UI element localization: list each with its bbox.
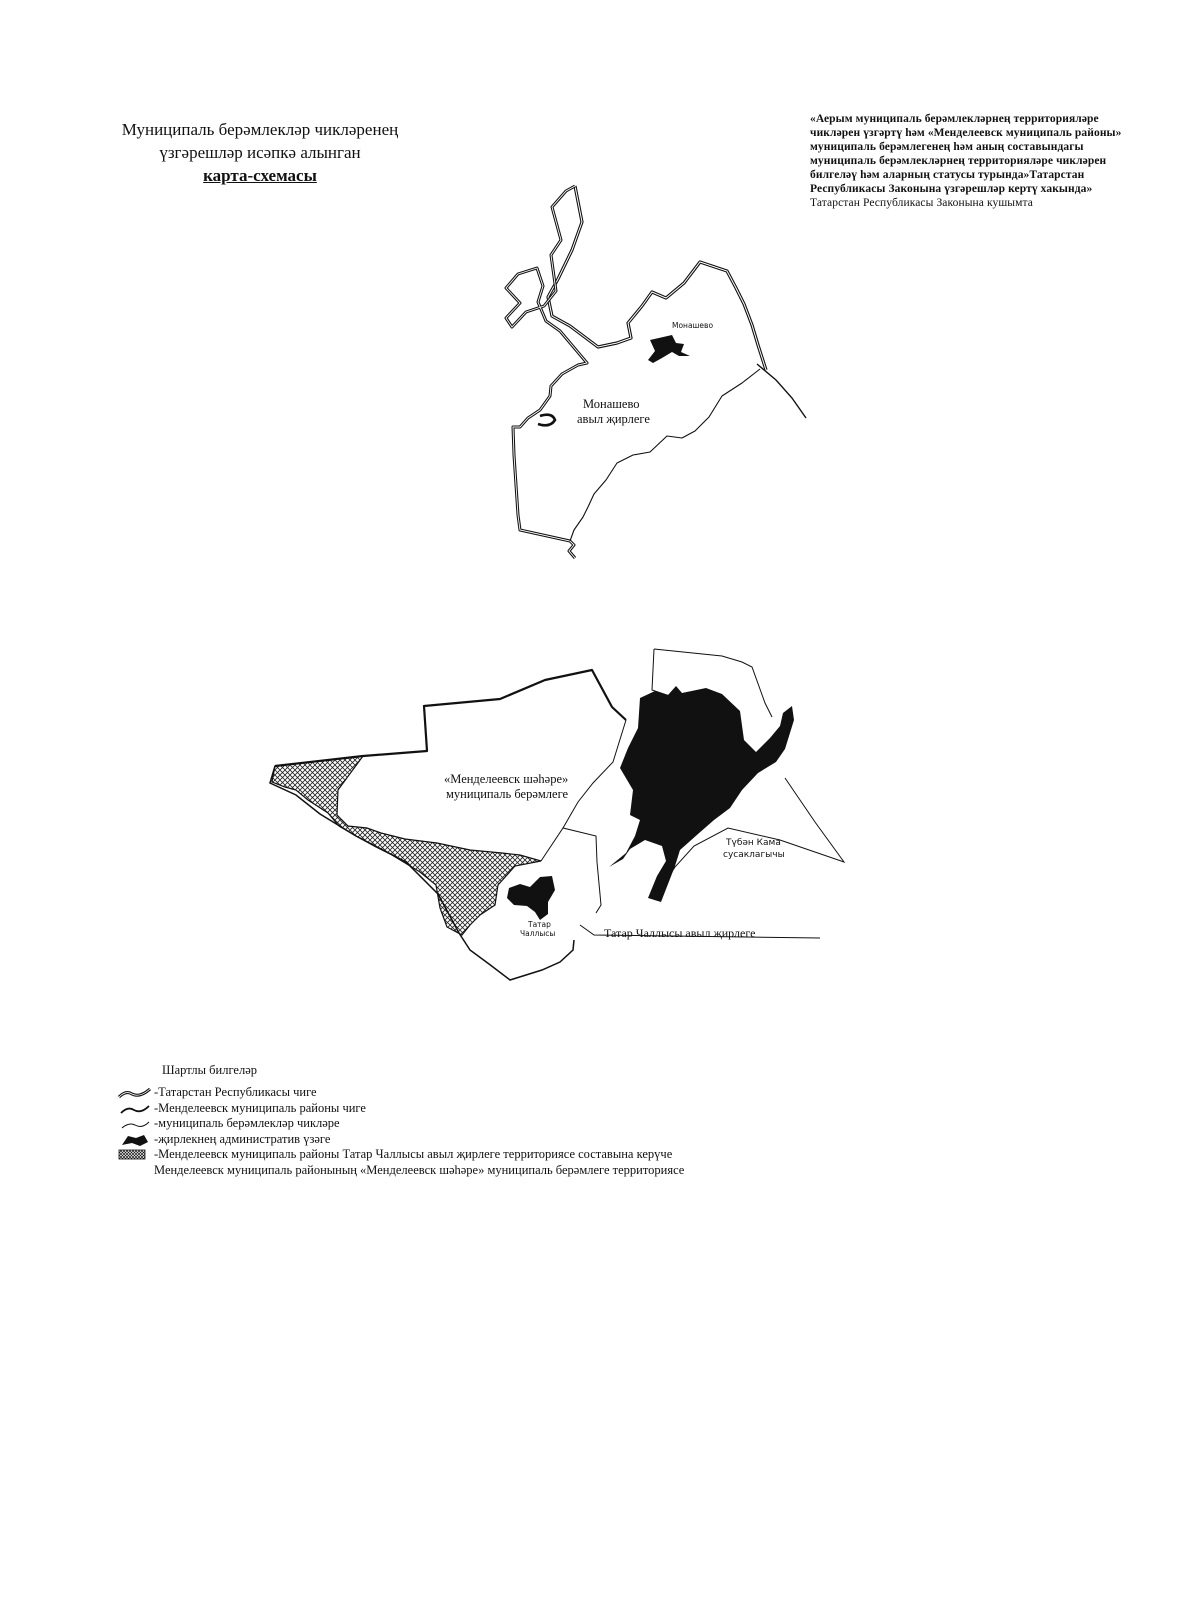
mendeleevsk-interior-border-2 xyxy=(563,720,626,828)
law-annex-note-bold: «Аерым муниципаль берәмлекләрнең территорияләре чикләрен үзгәртү һәм «Менделеевск муниципаль районы» муниципаль берәмлегенең һәм аның составындагы муниципаль берәмлекләрнең территорияләре чикләрен билгеләү һәм аларның статусы турында»Татарстан Республикасы Законына үзгәрешләр кертү хакында» xyxy=(810,113,1122,195)
legend-continuation: Менделеевск муниципаль районының «Менделеевск шәһәре» муниципаль берәмлеге территориясе xyxy=(154,1163,685,1177)
monashevo-village-center-icon xyxy=(648,335,690,363)
monashevo-municipal-border xyxy=(570,369,760,541)
mendeleevsk-label-1: «Менделеевск шәһәре» xyxy=(444,772,569,786)
monashevo-district-border xyxy=(757,364,806,418)
municipal-border-icon xyxy=(118,1117,152,1131)
mendeleevsk-label-2: муниципаль берәмлеге xyxy=(446,787,569,801)
law-annex-note-plain: Татарстан Республикасы Законына кушымта xyxy=(810,197,1033,209)
tatar-chally-village-label-1: Татар xyxy=(528,920,551,929)
mendeleevsk-district-border xyxy=(275,670,626,766)
monashevo-settlement-map xyxy=(506,186,806,558)
monashevo-village-label: Монашево xyxy=(672,321,714,330)
settlement-center-icon xyxy=(118,1133,152,1147)
republic-border-icon xyxy=(118,1086,152,1100)
tatar-chally-village-label-2: Чаллысы xyxy=(520,929,556,938)
mendeleevsk-map xyxy=(270,649,844,980)
title-line-1: Муниципаль берәмлекләр чикләренең xyxy=(121,120,399,139)
legend-title: Шартлы билгеләр xyxy=(162,1063,257,1077)
legend-label-hatched: -Менделеевск муниципаль районы Татар Чаллысы авыл җирлеге территориясе составына керүче xyxy=(154,1147,673,1161)
monashevo-settlement-label-1: Монашево xyxy=(583,397,640,411)
title-line-3: карта-схемасы xyxy=(203,166,317,185)
tatar-chally-settlement-label: Татар Чаллысы авыл җирлеге xyxy=(604,926,756,940)
tuben-kama-label-2: сусаклагычы xyxy=(723,850,785,860)
legend-label-center: -җирлекнең административ үзәге xyxy=(154,1131,331,1146)
hatched-area-icon xyxy=(118,1148,152,1162)
district-border-icon xyxy=(118,1102,152,1116)
tuben-kama-label-1: Түбән Кама xyxy=(726,838,781,848)
monashevo-river-loop xyxy=(538,415,555,426)
monashevo-settlement-label-2: авыл җирлеге xyxy=(577,412,650,426)
tatar-chally-village-center-icon xyxy=(507,876,555,920)
title-line-2: үзгәрешләр исәпкә алынган xyxy=(159,143,361,162)
mendeleevsk-interior-border-1 xyxy=(541,828,601,913)
legend-label-republic: -Татарстан Республикасы чиге xyxy=(154,1085,317,1099)
mendeleevsk-city-center-icon xyxy=(609,686,794,902)
legend-label-district: -Менделеевск муниципаль районы чиге xyxy=(154,1100,366,1115)
legend-label-municipal: -муниципаль берәмлекләр чикләре xyxy=(154,1116,340,1130)
